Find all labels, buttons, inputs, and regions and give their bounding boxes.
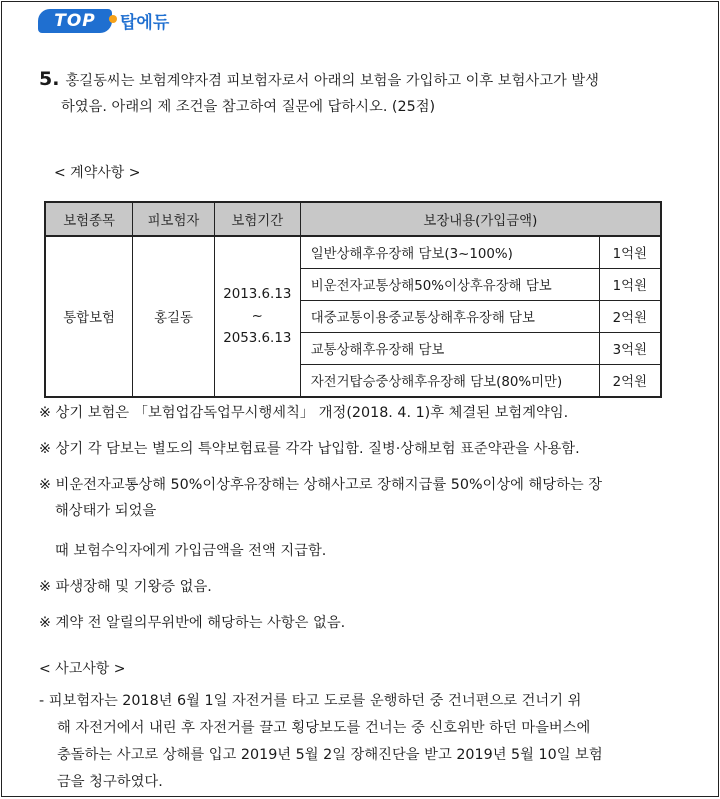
coverage-amount: 1억원 (599, 236, 661, 269)
accident-line-1: - 피보험자는 2018년 6월 1일 자전거를 타고 도로를 운행하던 중 건너편으로 건너기 위 (39, 693, 582, 709)
note-item: ※ 계약 전 알릴의무위반에 해당하는 사항은 없음. (39, 615, 346, 631)
note-item: ※ 상기 보험은 「보험업감독업무시행세칙」 개정(2018. 4. 1)후 체결된 보험계약임. (39, 405, 569, 421)
contract-table (44, 201, 662, 398)
accident-line-4: 금을 청구하였다. (57, 774, 163, 790)
question-number: 5. (39, 68, 60, 90)
brand-name: 탑에듀 (120, 13, 170, 33)
coverage-desc: 일반상해후유장해 담보(3~100%) (300, 236, 599, 269)
note-item: ※ 파생장해 및 기왕증 없음. (39, 579, 212, 595)
coverage-desc: 자전거탑승중상해후유장해 담보(80%미만) (300, 365, 599, 398)
note-item: ※ 상기 각 담보는 별도의 특약보험료를 각각 납입함. 질병·상해보험 표준약관을 사용함. (39, 441, 580, 457)
question-line-1: 홍길동씨는 보험계약자겸 피보험자로서 아래의 보험을 가입하고 이후 보험사고가 발생 (65, 73, 599, 89)
contract-heading: < 계약사항 > (54, 165, 141, 181)
notes-list (39, 400, 679, 646)
note-line-continued: 해상태가 되었을 (55, 503, 157, 519)
cell-product: 통합보험 (45, 236, 133, 397)
period-separator: ~ (251, 308, 263, 324)
coverage-desc: 대중교통이용중교통상해후유장해 담보 (300, 301, 599, 333)
coverage-desc: 교통상해후유장해 담보 (300, 333, 599, 365)
coverage-amount: 3억원 (599, 333, 661, 365)
header-product: 보험종목 (45, 202, 133, 236)
table-row (45, 236, 661, 269)
coverage-desc: 비운전자교통상해50%이상후유장해 담보 (300, 269, 599, 301)
brand-logo (38, 8, 169, 33)
coverage-amount: 1억원 (599, 269, 661, 301)
top-logo-badge: TOP (38, 9, 112, 33)
coverage-amount: 2억원 (599, 365, 661, 398)
coverage-amount: 2억원 (599, 301, 661, 333)
document-page (1, 1, 719, 797)
period-start: 2013.6.13 (223, 286, 292, 302)
cell-insured: 홍길동 (133, 236, 215, 397)
accident-heading: < 사고사항 > (39, 661, 126, 677)
note-line: ※ 비운전자교통상해 50%이상후유장해는 상해사고로 장해지급률 50%이상에 해당하는 장 (39, 477, 603, 493)
accident-line-2: 해 자전거에서 내린 후 자전거를 끌고 횡당보도를 건너는 중 신호위반 하던 마을버스에 (57, 720, 591, 736)
question-line-2: 하였음. 아래의 제 조건을 참고하여 질문에 답하시오. (25점) (61, 99, 436, 115)
table-header-row (45, 202, 661, 236)
cell-period (214, 236, 300, 397)
header-period: 보험기간 (214, 202, 300, 236)
header-insured: 피보험자 (133, 202, 215, 236)
note-item: 때 보험수익자에게 가입금액을 전액 지급함. (55, 543, 327, 559)
header-coverage: 보장내용(가입금액) (300, 202, 661, 236)
period-end: 2053.6.13 (223, 330, 292, 346)
note-item (39, 472, 679, 524)
accident-text (39, 688, 679, 796)
question-text (39, 66, 679, 120)
accident-line-3: 충돌하는 사고로 상해를 입고 2019년 5월 2일 장해진단을 받고 2019년 5월 10일 보험 (57, 747, 603, 763)
